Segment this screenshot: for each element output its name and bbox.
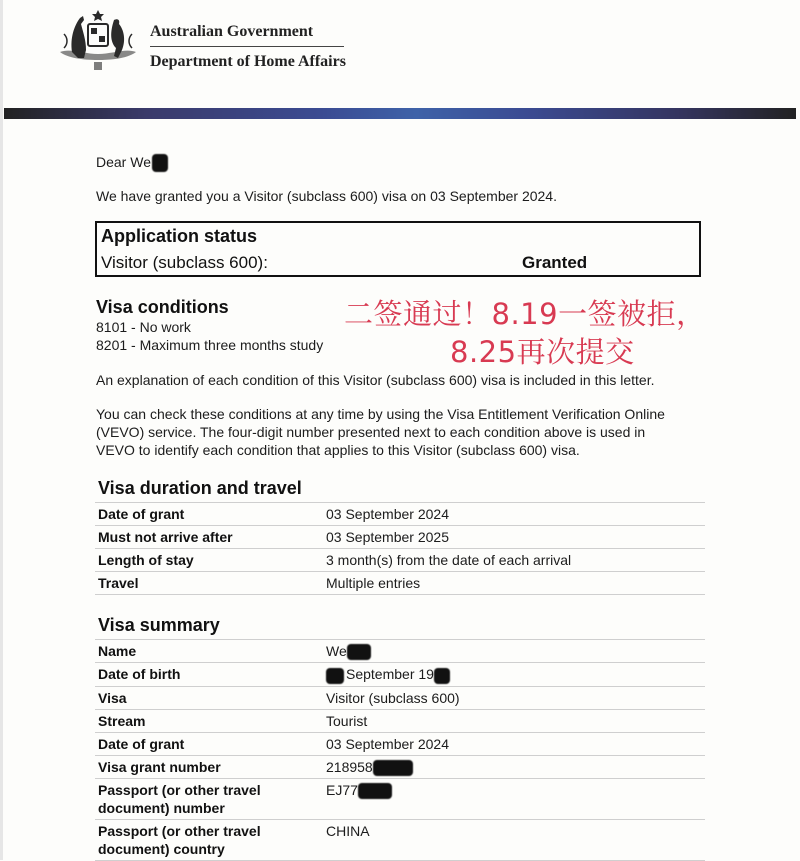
condition-item: 8101 - No work <box>96 319 191 335</box>
annotation-line-1: 二签通过！8.19一签被拒， <box>344 297 706 331</box>
page-edge <box>0 0 3 860</box>
duration-title: Visa duration and travel <box>98 478 302 498</box>
table-row: Passport (or other travel document) number EJ77 <box>95 778 705 819</box>
status-title: Application status <box>101 226 258 246</box>
table-row: Length of stay 3 month(s) from the date of each arrival <box>95 549 705 572</box>
table-row: Date of grant 03 September 2024 <box>95 503 705 526</box>
government-name: Australian Government <box>150 23 314 40</box>
vevo-line: (VEVO) service. The four-digit number presented next to each condition above is used in <box>96 424 646 440</box>
annotation-line-2: 8.25再次提交 <box>450 335 635 369</box>
table-row: Name We <box>95 640 705 663</box>
redaction <box>373 760 413 776</box>
divider <box>150 46 344 47</box>
vevo-line: VEVO to identify each condition that applies to this Visitor (subclass 600) visa. <box>96 442 580 458</box>
header-band <box>4 108 796 119</box>
redaction <box>326 668 344 684</box>
redaction <box>358 783 392 799</box>
table-row: Date of birth September 19 <box>95 663 705 686</box>
redaction <box>434 668 450 684</box>
salutation: Dear We <box>96 153 168 172</box>
visa-conditions-title: Visa conditions <box>96 297 229 317</box>
redaction <box>152 154 168 172</box>
department-name: Department of Home Affairs <box>150 53 346 70</box>
table-row: Must not arrive after 03 September 2025 <box>95 526 705 549</box>
table-row: Visa Visitor (subclass 600) <box>95 686 705 709</box>
table-row: Travel Multiple entries <box>95 572 705 595</box>
table-row: Passport (or other travel document) country CHINA <box>95 819 705 860</box>
summary-table <box>95 639 705 861</box>
summary-title: Visa summary <box>98 615 220 635</box>
table-row: Visa grant number 218958 <box>95 755 705 778</box>
status-label: Visitor (subclass 600): <box>101 253 268 272</box>
grant-intro: We have granted you a Visitor (subclass 600) visa on 03 September 2024. <box>96 188 557 204</box>
duration-table <box>95 502 705 595</box>
vevo-line: You can check these conditions at any time by using the Visa Entitlement Verification Online <box>96 406 665 422</box>
status-badge: Granted <box>522 253 588 272</box>
redaction <box>347 644 371 660</box>
conditions-explanation: An explanation of each condition of this Visitor (subclass 600) visa is included in this letter. <box>96 372 655 388</box>
letterhead <box>0 0 800 108</box>
table-row: Stream Tourist <box>95 709 705 732</box>
table-row: Date of grant 03 September 2024 <box>95 732 705 755</box>
condition-item: 8201 - Maximum three months study <box>96 337 324 353</box>
coat-of-arms-icon <box>50 8 146 74</box>
application-status-box <box>95 221 701 277</box>
